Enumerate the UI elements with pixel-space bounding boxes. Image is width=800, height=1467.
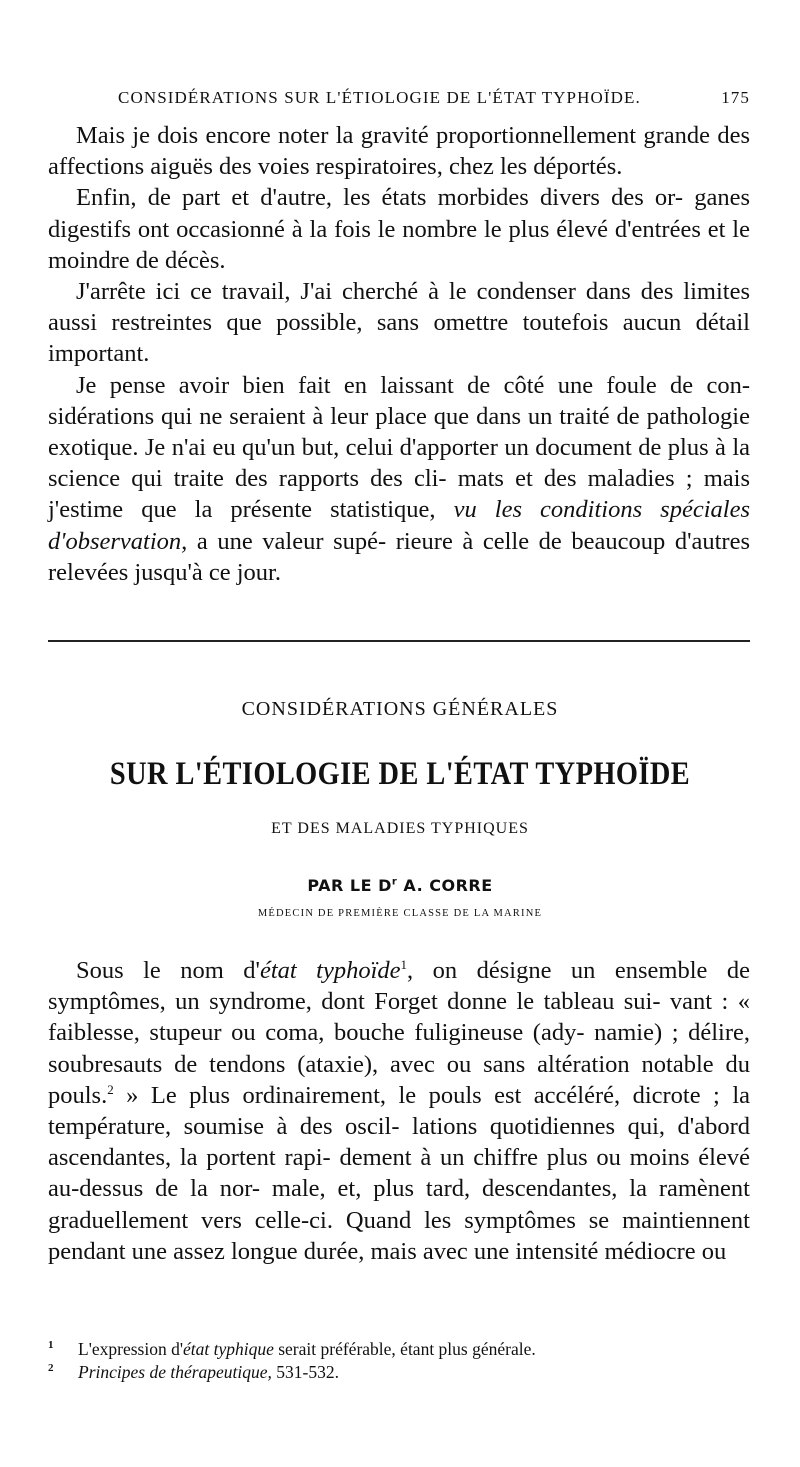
paragraph: Sous le nom d'état typhoïde$^1$, on désigne un ensemble de symptômes, un syndrome, dont Forget donne le tableau sui- vant : « faiblesse, stupeur ou coma, bouche fuligineuse (ady- namie) ; délire, soubresauts de tendons (ataxie), avec ou sans altération notable du pouls.$^2$ » Le plus ordinairement, le pouls est accéléré, dicrote ; la température, soumise à des oscil- lations quotidiennes qui, d'abord ascendantes, la portent rapi- dement à un chiffre plus ou moins élevé au-dessus de la nor- male, et, plus tard, descendantes, la ramènent graduellement vers celle-ci. Quand les symptômes se maintiennent pendant une assez longue durée, mais avec une intensité médiocre ou (48, 956, 750, 1265)
paragraph: J'arrête ici ce travail, J'ai cherché à le condenser dans des limites aussi restreintes que possible, sans omettre toutefois aucun détail important. (48, 278, 750, 368)
page-number: 175 (721, 88, 750, 107)
footnote: 1 L'expression d'état typhique serait préférable, étant plus générale. (48, 1339, 536, 1359)
italic-phrase: vu les conditions spéciales d'observation, (48, 496, 750, 555)
author-affiliation: MÉDECIN DE PREMIÈRE CLASSE DE LA MARINE (257, 908, 543, 919)
running-head-title: CONSIDÉRATIONS SUR L'ÉTIOLOGIE DE L'ÉTAT TYPHOÏDE. (118, 88, 641, 107)
paragraph: Mais je dois encore noter la gravité proportionnellement grande des affections aiguës des voies respiratoires, chez les déportés. (48, 122, 750, 181)
article-subtitle: ET DES MALADIES TYPHIQUES (271, 820, 529, 837)
footnote-ref: 2 (107, 1081, 114, 1097)
previous-article-conclusion (48, 120, 750, 588)
footnote-ref: 1 (400, 956, 408, 972)
section-divider (48, 640, 750, 642)
paragraph: Enfin, de part et d'autre, les états morbides divers des or- ganes digestifs ont occasionné à la fois le nombre le plus élevé d'entrées et le moindre de décès. (48, 184, 750, 274)
article-heading-top: CONSIDÉRATIONS GÉNÉRALES (241, 698, 559, 720)
paragraph: Je pense avoir bien fait en laissant de côté une foule de con- sidérations qui ne seraient à leur place que dans un traité de pathologie exotique. Je n'ai eu qu'un but, celui d'apporter un document de plus à la science qui traite des rapports des cli- mats et des maladies ; mais j'estime que la présente statistique, vu les conditions spéciales d'observation, a une valeur supé- rieure à celle de beaucoup d'autres relevées jusqu'à ce jour. (48, 371, 750, 586)
article-author: PAR LE $D^r$ A. CORRE (307, 876, 493, 895)
article-body (48, 955, 750, 1267)
article-title: SUR L'ÉTIOLOGIE DE L'ÉTAT TYPHOÏDE (109, 756, 691, 792)
footnotes (48, 1338, 750, 1384)
italic-phrase: état typhoïde (259, 957, 401, 984)
footnote: 2 Principes de thérapeutique, 531-532. (48, 1362, 339, 1382)
